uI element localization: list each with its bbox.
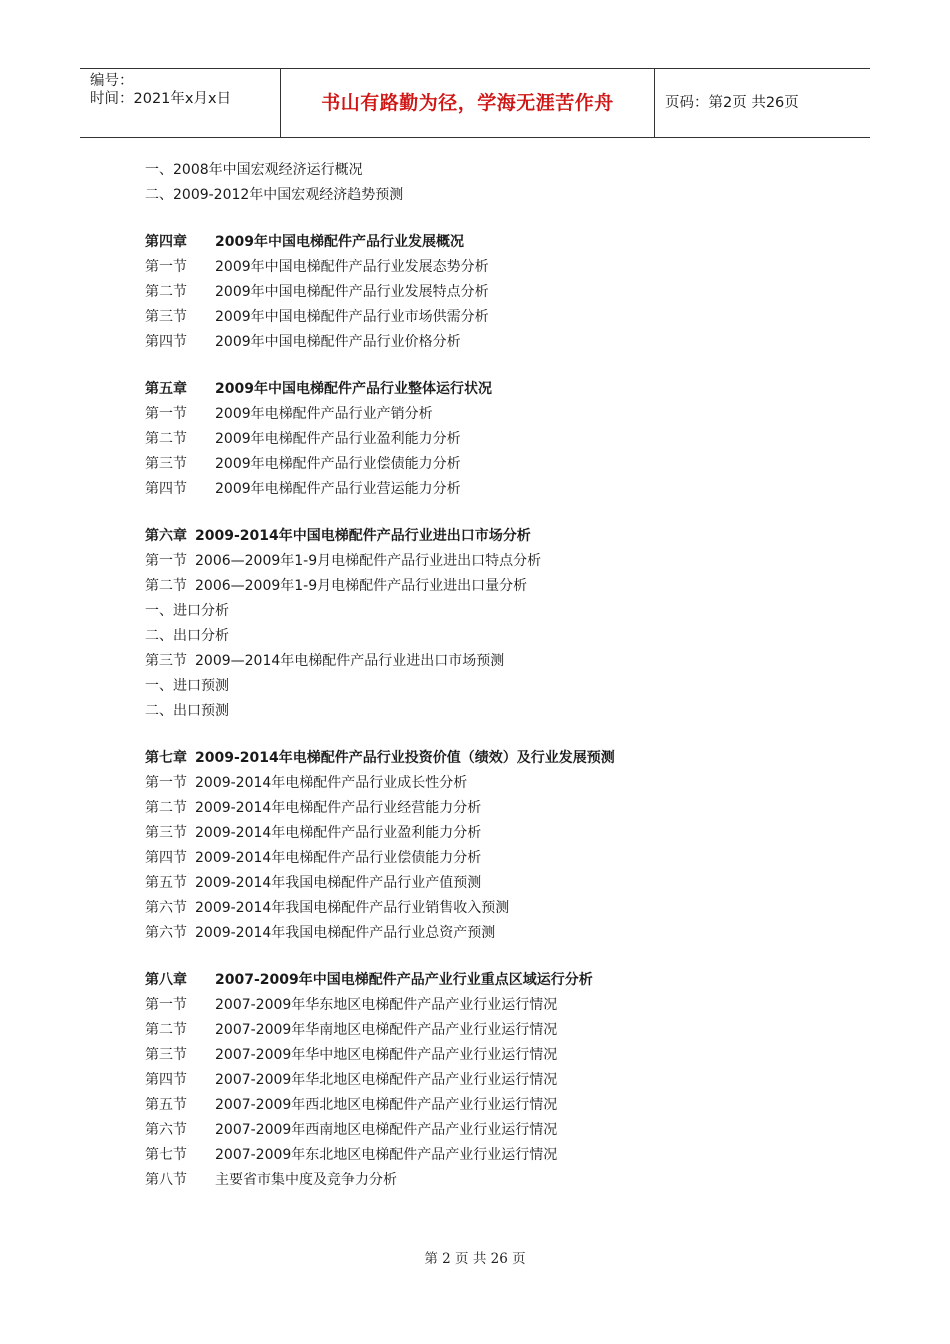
chapter-title: 2007-2009年中国电梯配件产品产业行业重点区域运行分析 [215, 972, 593, 988]
page-footer: 第 2 页 共 26 页 [424, 1251, 526, 1267]
toc-item [145, 330, 845, 355]
section-title: 2009年电梯配件产品行业产销分析 [215, 406, 433, 422]
section-number: 第一节 [145, 997, 187, 1013]
section-title: 2007-2009年华东地区电梯配件产品产业行业运行情况 [215, 997, 558, 1013]
number-label: 编号： [90, 73, 134, 89]
section-number: 第一节 [145, 406, 187, 422]
toc-item [145, 255, 845, 280]
toc-item [145, 649, 845, 674]
toc-item [145, 871, 845, 896]
toc-item [145, 549, 845, 574]
section-title: 2009-2014年电梯配件产品行业经营能力分析 [195, 800, 482, 816]
page-info: 页码：第2页 共26页 [665, 95, 799, 111]
chapter-number: 第八章 [145, 972, 187, 988]
section-number: 第三节 [145, 309, 187, 325]
toc-item [145, 796, 845, 821]
section-title: 2009年中国电梯配件产品行业价格分析 [215, 334, 461, 350]
motto: 书山有路勤为径，学海无涯苦作舟 [321, 92, 614, 114]
toc-spacer [145, 946, 845, 968]
section-title: 2009年电梯配件产品行业营运能力分析 [215, 481, 461, 497]
toc-item [145, 599, 845, 624]
section-title: 一、进口分析 [145, 603, 229, 619]
section-number: 第七节 [145, 1147, 187, 1163]
section-title: 2006—2009年1-9月电梯配件产品行业进出口特点分析 [195, 553, 542, 569]
toc-item [145, 158, 845, 183]
section-title: 2007-2009年西北地区电梯配件产品产业行业运行情况 [215, 1097, 558, 1113]
toc-item [145, 1168, 845, 1193]
section-title: 2009-2014年电梯配件产品行业偿债能力分析 [195, 850, 482, 866]
section-title: 2007-2009年华南地区电梯配件产品产业行业运行情况 [215, 1022, 558, 1038]
chapter-number: 第五章 [145, 381, 187, 397]
toc-chapter [145, 746, 845, 771]
toc-spacer [145, 502, 845, 524]
section-number: 第四节 [145, 1072, 187, 1088]
section-title: 2006—2009年1-9月电梯配件产品行业进出口量分析 [195, 578, 528, 594]
section-number: 第五节 [145, 875, 187, 891]
toc-item [145, 305, 845, 330]
section-title: 主要省市集中度及竞争力分析 [215, 1172, 397, 1188]
toc-item [145, 1143, 845, 1168]
section-title: 2009-2014年电梯配件产品行业成长性分析 [195, 775, 468, 791]
section-number: 第六节 [145, 925, 187, 941]
toc-item [145, 1043, 845, 1068]
chapter-number: 第七章 [145, 750, 187, 766]
toc-item [145, 452, 845, 477]
table-of-contents [145, 158, 845, 1193]
toc-item [145, 771, 845, 796]
section-title: 2009年中国电梯配件产品行业发展特点分析 [215, 284, 489, 300]
toc-item [145, 896, 845, 921]
toc-chapter [145, 524, 845, 549]
section-title: 一、进口预测 [145, 678, 229, 694]
toc-item [145, 477, 845, 502]
toc-item [145, 699, 845, 724]
section-title: 一、2008年中国宏观经济运行概况 [145, 162, 363, 178]
toc-item [145, 183, 845, 208]
toc-item [145, 280, 845, 305]
section-number: 第八节 [145, 1172, 187, 1188]
section-title: 二、出口分析 [145, 628, 229, 644]
section-title: 2009-2014年我国电梯配件产品行业销售收入预测 [195, 900, 510, 916]
section-number: 第四节 [145, 850, 187, 866]
section-number: 第一节 [145, 553, 187, 569]
section-number: 第三节 [145, 653, 187, 669]
section-number: 第二节 [145, 800, 187, 816]
section-title: 2009-2014年电梯配件产品行业盈利能力分析 [195, 825, 482, 841]
toc-item [145, 993, 845, 1018]
toc-chapter [145, 968, 845, 993]
section-number: 第二节 [145, 1022, 187, 1038]
toc-chapter [145, 230, 845, 255]
toc-item [145, 1118, 845, 1143]
section-title: 2009-2014年我国电梯配件产品行业总资产预测 [195, 925, 496, 941]
section-title: 2009年电梯配件产品行业盈利能力分析 [215, 431, 461, 447]
section-title: 2009年中国电梯配件产品行业市场供需分析 [215, 309, 489, 325]
section-title: 2009—2014年电梯配件产品行业进出口市场预测 [195, 653, 505, 669]
section-number: 第二节 [145, 284, 187, 300]
toc-item [145, 846, 845, 871]
toc-item [145, 821, 845, 846]
toc-spacer [145, 355, 845, 377]
chapter-title: 2009-2014年电梯配件产品行业投资价值（绩效）及行业发展预测 [195, 750, 615, 766]
chapter-number: 第六章 [145, 528, 187, 544]
page-header [80, 68, 870, 138]
section-number: 第二节 [145, 578, 187, 594]
toc-item [145, 1018, 845, 1043]
header-motto-cell [281, 69, 655, 137]
section-number: 第三节 [145, 825, 187, 841]
date-line: 时间：2021年x月x日 [90, 91, 232, 107]
toc-item [145, 1068, 845, 1093]
section-number: 第三节 [145, 456, 187, 472]
section-number: 第五节 [145, 1097, 187, 1113]
section-title: 2007-2009年东北地区电梯配件产品产业行业运行情况 [215, 1147, 558, 1163]
section-title: 二、出口预测 [145, 703, 229, 719]
chapter-number: 第四章 [145, 234, 187, 250]
chapter-title: 2009年中国电梯配件产品行业整体运行状况 [215, 381, 492, 397]
toc-item [145, 402, 845, 427]
toc-item [145, 574, 845, 599]
toc-spacer [145, 724, 845, 746]
section-title: 2007-2009年华中地区电梯配件产品产业行业运行情况 [215, 1047, 558, 1063]
header-page-cell [655, 69, 870, 137]
toc-spacer [145, 208, 845, 230]
toc-item [145, 624, 845, 649]
chapter-title: 2009-2014年中国电梯配件产品行业进出口市场分析 [195, 528, 531, 544]
header-meta-cell [80, 69, 281, 137]
section-number: 第一节 [145, 775, 187, 791]
toc-item [145, 1093, 845, 1118]
section-number: 第一节 [145, 259, 187, 275]
section-number: 第二节 [145, 431, 187, 447]
toc-chapter [145, 377, 845, 402]
toc-item [145, 427, 845, 452]
section-title: 2009-2014年我国电梯配件产品行业产值预测 [195, 875, 482, 891]
section-title: 2009年中国电梯配件产品行业发展态势分析 [215, 259, 489, 275]
section-number: 第六节 [145, 1122, 187, 1138]
section-number: 第三节 [145, 1047, 187, 1063]
section-number: 第六节 [145, 900, 187, 916]
section-title: 2009年电梯配件产品行业偿债能力分析 [215, 456, 461, 472]
section-number: 第四节 [145, 334, 187, 350]
chapter-title: 2009年中国电梯配件产品行业发展概况 [215, 234, 464, 250]
section-number: 第四节 [145, 481, 187, 497]
toc-item [145, 921, 845, 946]
section-title: 2007-2009年华北地区电梯配件产品产业行业运行情况 [215, 1072, 558, 1088]
section-title: 2007-2009年西南地区电梯配件产品产业行业运行情况 [215, 1122, 558, 1138]
section-title: 二、2009-2012年中国宏观经济趋势预测 [145, 187, 404, 203]
toc-item [145, 674, 845, 699]
